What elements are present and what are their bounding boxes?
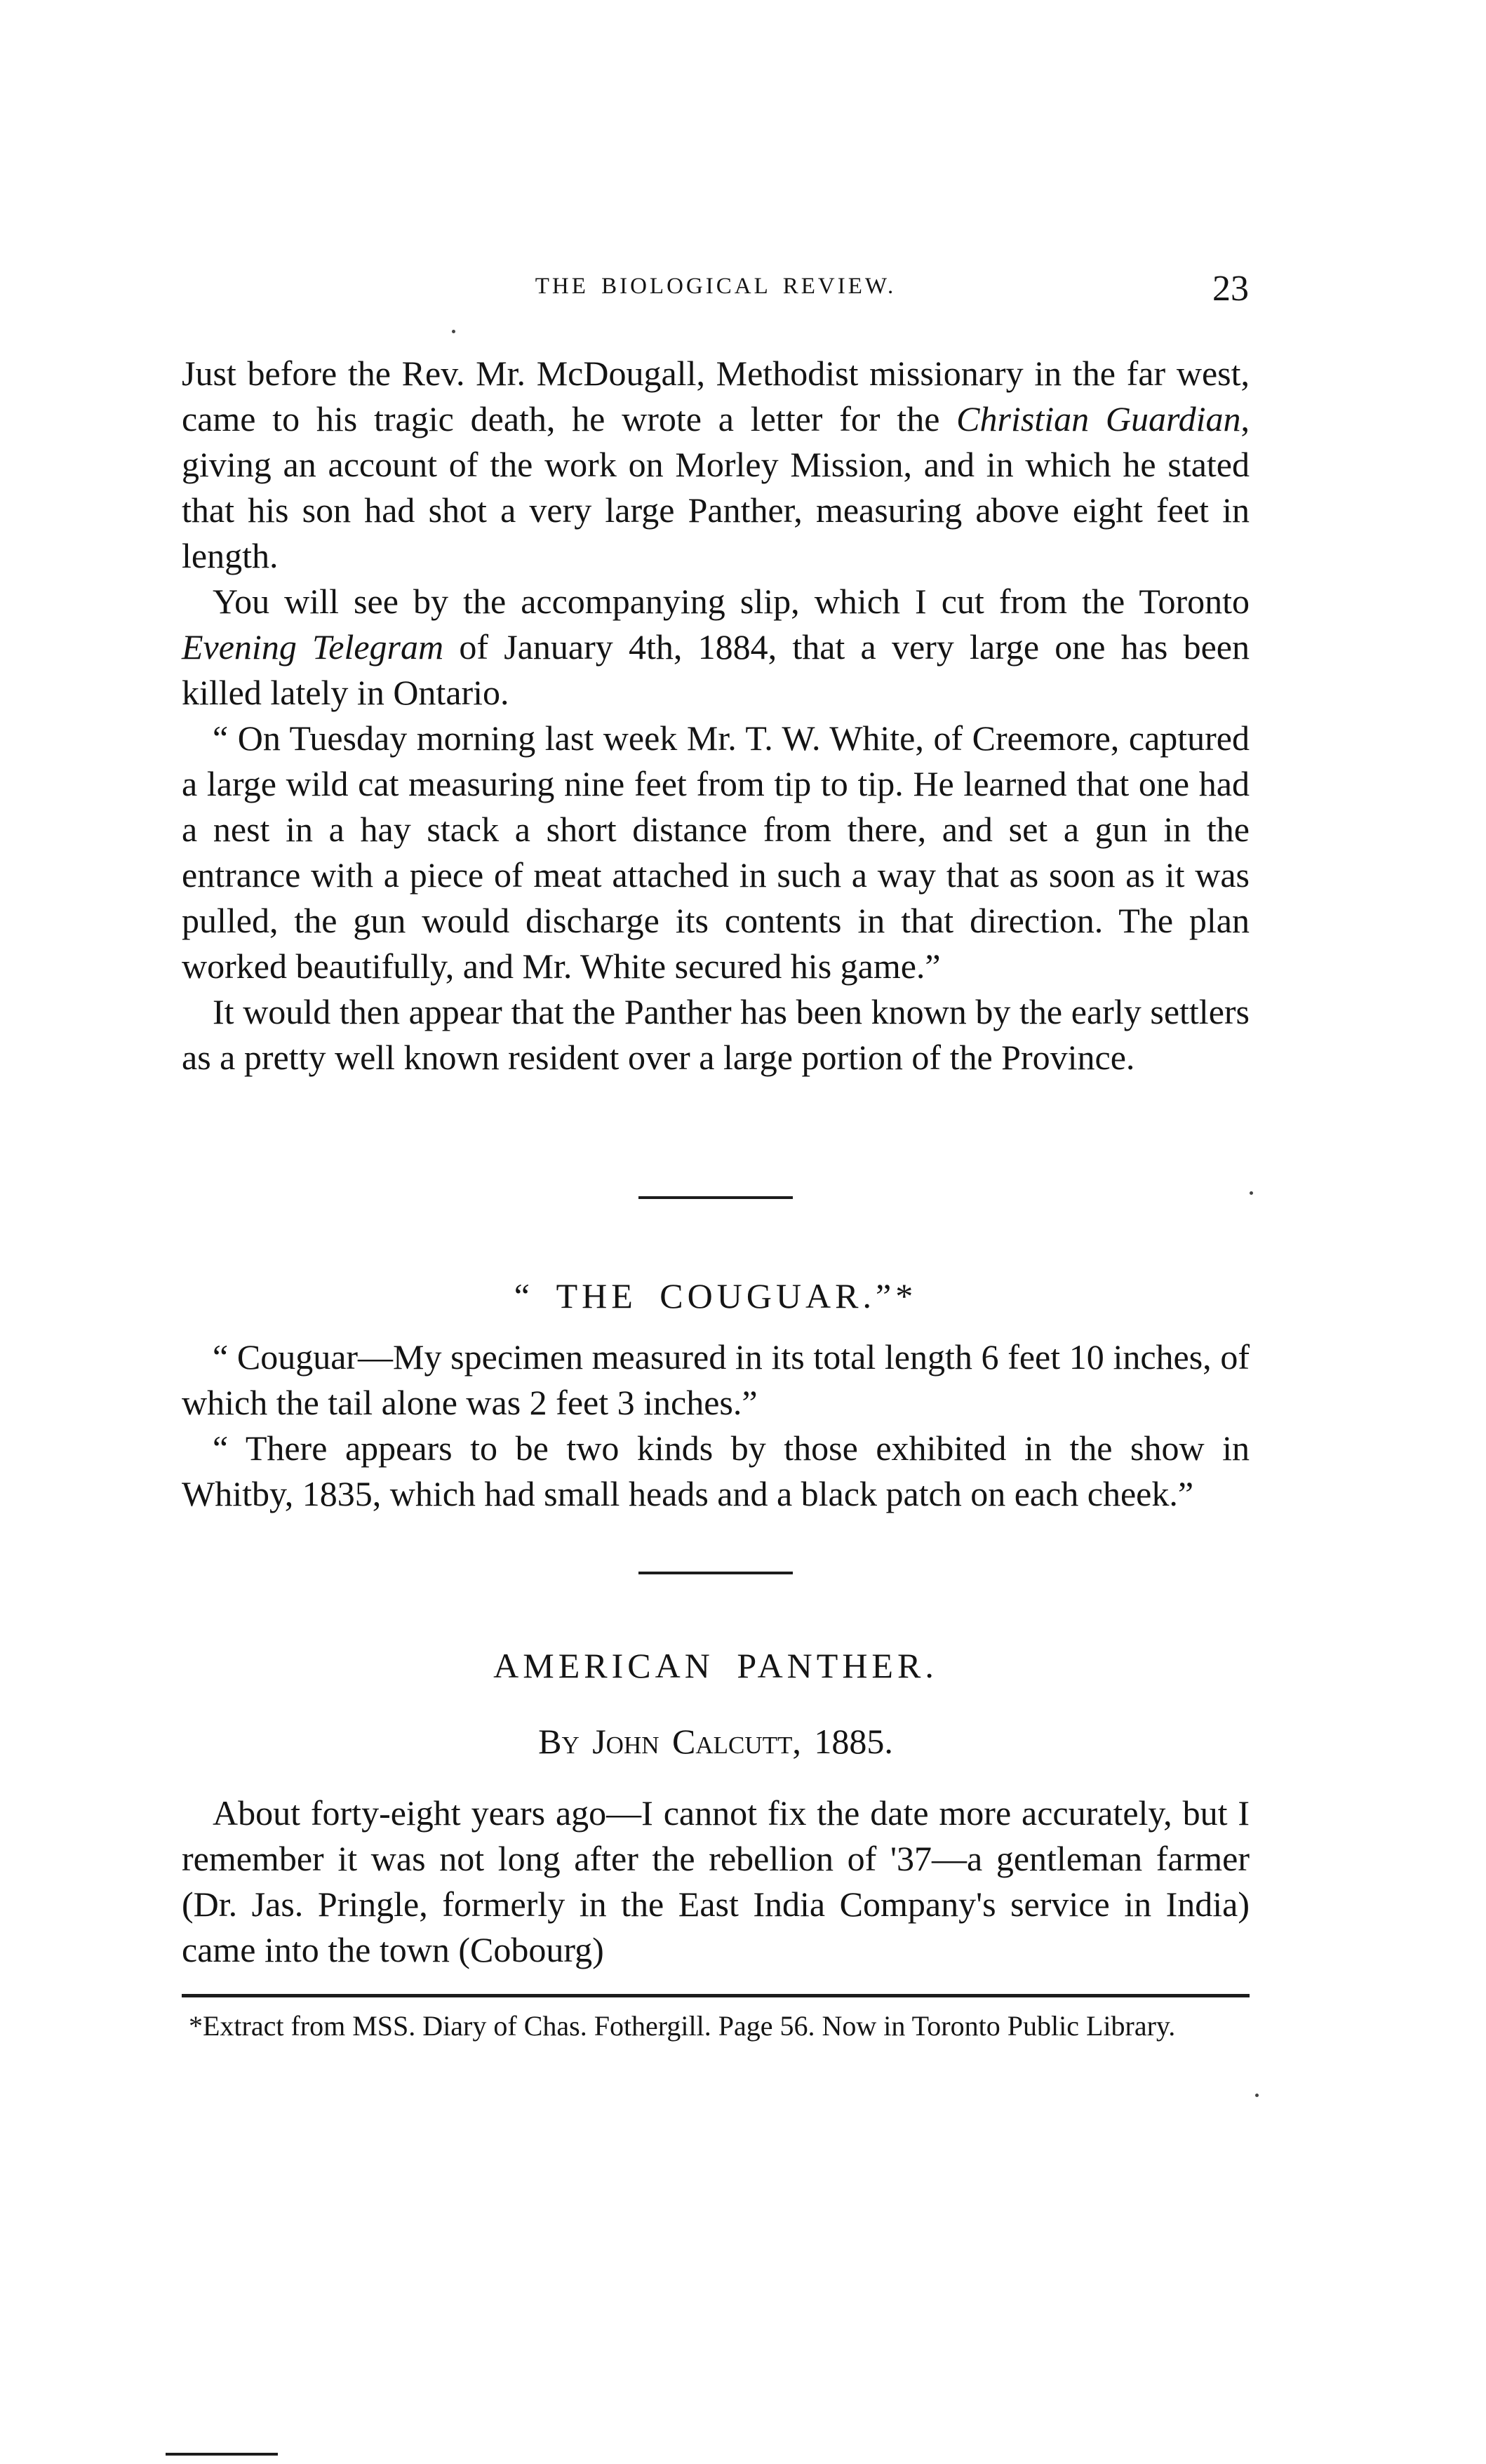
section-panther-notes (182, 351, 1250, 1080)
text-run: “ There appears to be two kinds by those exhibited in the show in Whitby, 1835, which had small heads and a black patch on each cheek.” (182, 1428, 1250, 1513)
paragraph (182, 351, 1250, 579)
text-run: “ On Tuesday morning last week Mr. T. W. White, of Creemore, captured a large wild cat measuring nine feet from tip to tip. He learned that one had a nest in a hay stack a short distance from there, and set a gun in the entrance with a piece of meat attached in such a way that as soon as it was pulled, the gun would discharge its contents in that direction. The plan worked beautifully, and Mr. White secured his game.” (182, 718, 1250, 986)
section-american-panther (182, 1790, 1250, 1973)
paragraph (182, 716, 1250, 989)
paragraph (182, 1334, 1250, 1426)
section-divider (638, 1572, 793, 1574)
text-run: You will see by the accompanying slip, which I cut from the Toronto (213, 582, 1250, 621)
edge-mark (166, 2453, 278, 2456)
text-run: “ Couguar—My specimen measured in its total length 6 feet 10 inches, of which the tail alone was 2 feet 3 inches.” (182, 1337, 1250, 1422)
section-heading-american-panther: AMERICAN PANTHER. (493, 1646, 938, 1685)
section-heading-couguar: “ THE COUGUAR.”* (514, 1276, 918, 1315)
running-head (182, 269, 1249, 323)
text-run: Just before the Rev. Mr. McDougall, Methodist missionary in the far west, came to his tragic death, he wrote a letter for the (182, 354, 1250, 438)
print-speck (1250, 1191, 1253, 1195)
running-title: THE BIOLOGICAL REVIEW. (535, 274, 897, 299)
text-run: About forty-eight years ago—I cannot fix the date more accurately, but I remember it was not long after the rebellion of '37—a gentleman farmer (Dr. Jas. Pringle, formerly in the East India Company's service in India) came into the town (Cobourg) (182, 1793, 1250, 1969)
print-speck (452, 330, 455, 333)
paragraph (182, 989, 1250, 1080)
footnote-rule (182, 1994, 1250, 1997)
byline: By John Calcutt, 1885. (538, 1722, 893, 1761)
text-run: of January 4th, 1884, that a very large one has been killed lately in Ontario. (182, 627, 1250, 712)
print-speck (1255, 2094, 1259, 2097)
section-divider (638, 1196, 793, 1199)
text-run: , giving an account of the work on Morley Mission, and in which he stated that his son had shot a very large Panther, measuring above eight feet in length. (182, 399, 1250, 575)
paragraph (182, 1426, 1250, 1517)
section-couguar (182, 1334, 1250, 1517)
paragraph (182, 1790, 1250, 1973)
page-number: 23 (1212, 269, 1249, 309)
footnote: *Extract from MSS. Diary of Chas. Fothergill. Page 56. Now in Toronto Public Library. (189, 2010, 1176, 2042)
italic-title: Evening Telegram (182, 627, 444, 667)
paragraph (182, 579, 1250, 716)
text-run: It would then appear that the Panther has been known by the early settlers as a pretty well known resident over a large portion of the Province. (182, 992, 1250, 1077)
italic-title: Christian Guardian (956, 399, 1241, 438)
